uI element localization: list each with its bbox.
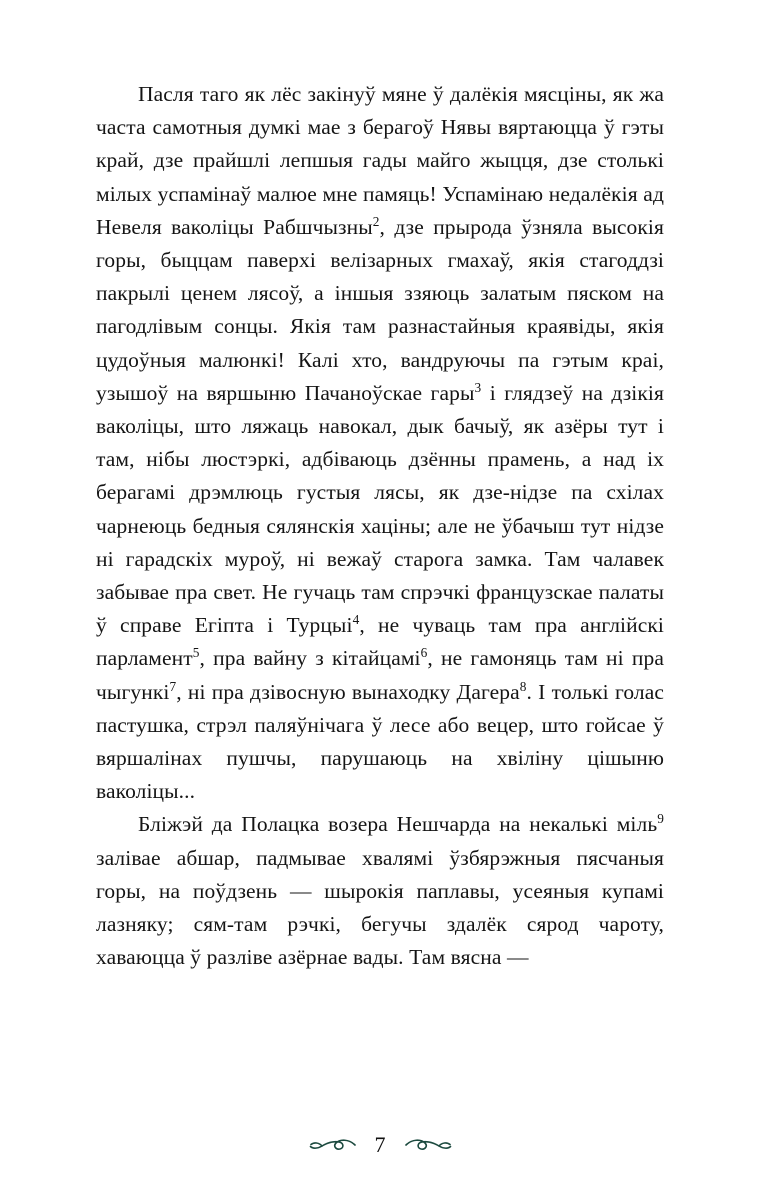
page-footer <box>0 1132 760 1158</box>
swirl-ornament-left-icon <box>309 1137 357 1153</box>
paragraph: Бліжэй да Полацка возера Нешчарда на некалькі міль$^9$ залівае абшар, падмывае хвалямі ўзбярэжныя пясчаныя горы, на поўдзень — шырокія паплавы, усеяныя купамі лазняку; сям-там рэчкі, бегучы здалёк сярод чароту, хаваюцца ў разліве азёрнае вады. Там вясна — <box>96 811 664 970</box>
footnote-marker: 3 <box>474 379 482 395</box>
paragraph: Пасля таго як лёс закінуў мяне ў далёкія мясціны, як жа часта самотныя думкі мае з берагоў Нявы вяртаюцца ў гэты край, дзе прайшлі лепшыя гады майго жыцця, дзе столькі мілых успамінаў малюе мне памяць! Успамінаю недалёкія ад Невеля ваколіцы Рабшчызны$^2$, дзе прырода ўзняла высокія горы, быццам паверхі велізарных гмахаў, якія стагоддзі пакрылі ценем лясоў, а іншыя ззяюць залатым пяском на пагодлівым сонцы. Якія там разнастайныя краявіды, якія цудоўныя малюнкі! Калі хто, вандруючы па гэтым краі, узышоў на вяршыню Пачаноўскае гары$^3$ і глядзеў на дзікія ваколіцы, што ляжаць навокал, дык бачыў, як азёры тут і там, нібы люстэркі, адбіваюць дзённы прамень, а над іх берагамі дрэмлюць густыя лясы, як дзе-нідзе па схілах чарнеюць бедныя сялянскія хаціны; але не ўбачыш тут нідзе ні гарадскіх муроў, ні вежаў старога замка. Там чалавек забывае пра свет. Не гучаць там спрэчкі французскае палаты ў справе Егіпта і Турцыі$^4$, не чуваць там пра англійскі парламент$^5$, пра вайну з кітайцамі$^6$, не гамоняць там ні пра чыгункі$^7$, ні пра дзівосную вынаходку Дагера$^8$. І толькі голас пастушка, стрэл паляўнічага ў лесе або вецер, што гойсае ў вяршалінах пушчы, парушаюць на хвіліну цішыню ваколіцы... <box>96 82 665 804</box>
footnote-marker: 2 <box>372 213 380 229</box>
footnote-marker: 8 <box>519 678 527 694</box>
page-body-text <box>96 78 664 974</box>
footnote-marker: 4 <box>352 612 360 628</box>
footnote-marker: 9 <box>657 811 664 827</box>
footnote-marker: 7 <box>169 678 177 694</box>
page-number: 7 <box>374 1132 386 1157</box>
footnote-marker: 5 <box>192 645 200 661</box>
footnote-marker: 6 <box>420 645 428 661</box>
swirl-ornament-right-icon <box>404 1137 452 1153</box>
